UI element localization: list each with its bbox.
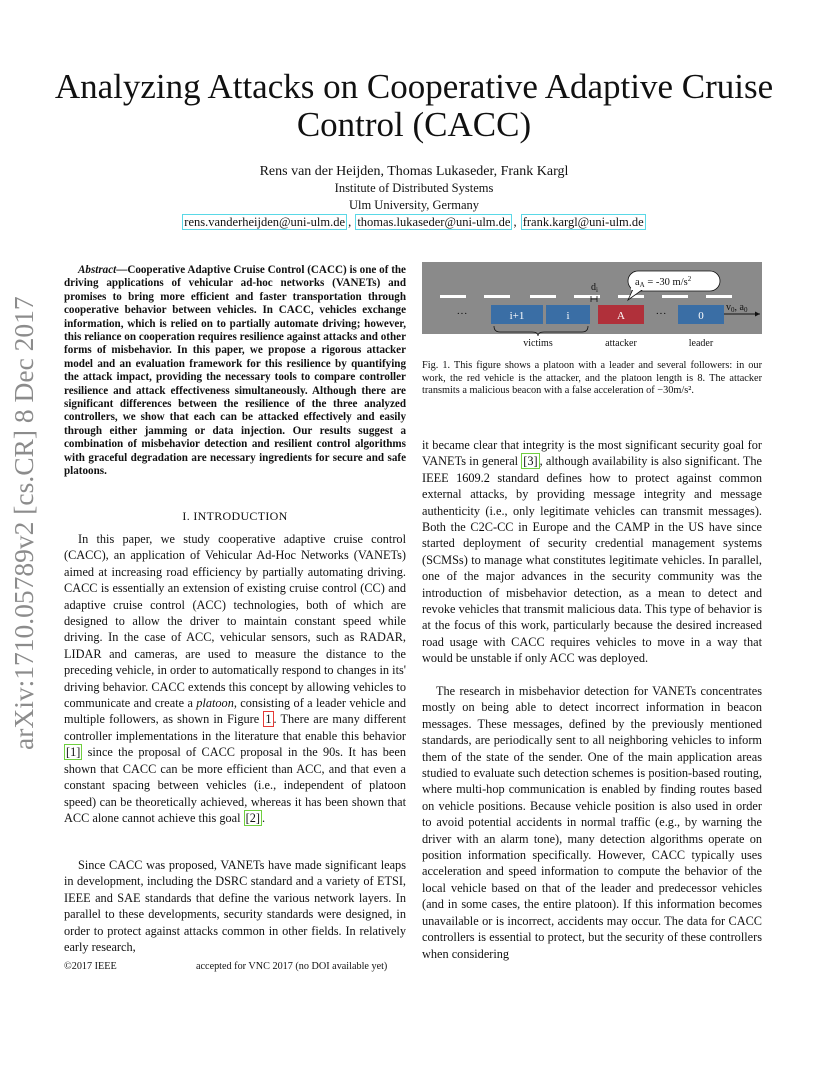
victims-label: victims — [523, 338, 553, 349]
email-link-2[interactable]: thomas.lukaseder@uni-ulm.de — [357, 215, 511, 229]
authors: Rens van der Heijden, Thomas Lukaseder, Frank Kargl — [259, 164, 569, 179]
abstract-lead: Abstract — [78, 264, 117, 276]
caption-text: Fig. 1. This figure shows a platoon with a leader and several followers: in our work, the red vehicle is the attacker, and the platoon length is 8. The attacker transmits a malicious beacon with a false acceleration of −30m/s². — [422, 360, 762, 397]
figure-1-link[interactable]: 1 — [265, 712, 272, 727]
figure-1-caption — [422, 360, 762, 398]
paragraph-text: The research in misbehavior detection for VANETs concentrates mostly on being able to detect incorrect information in beacon messages. These messages, defined by the previously mentioned standards, are periodically sent to all neighboring vehicles to inform them of the state of the sender. One of the main application areas studied to evaluate such detection schemes is position-based routing, where multi-hop communication is enabled by finding routes based on vehicle positions. Because vehicle position is also used in order to avoid potential accidents in normal traffic (e.g., by warning the driver with an alarm tone), many detection algorithms operate on position information specifically. However, CACC typically uses acceleration and speed information to compute the behavior of the local vehicle based on that of the leader and predecessor vehicles (and in some cases, the entire platoon). If this information becomes unavailable or is incorrect, accidents may occur. The data for CACC controllers is essential to protect, but the security of these controllers when considering — [422, 684, 762, 961]
citation-3-link[interactable]: [3] — [523, 454, 538, 469]
paper-title — [40, 68, 788, 144]
arxiv-stamp — [1, 294, 43, 754]
text-run: since the proposal of CACC proposal in the 90s. It has been shown that CACC can be more efficient than ACC, and that even a constant spacing between vehicles (i.e., independent of platoon speed) can be theoretically achieved, whereas it has been shown that ACC alone cannot achieve this goal — [64, 745, 406, 825]
section-title: I. INTRODUCTION — [182, 509, 288, 523]
text-run: it became clear that integrity is the most significant security goal for VANETs in general — [422, 438, 762, 469]
intro-paragraph-2 — [64, 857, 406, 955]
text-run: , although availability is also significant. The IEEE 1609.2 standard defines how to protect against common external attacks, by providing message integrity and message authenticity (i.e., only legitimate vehicles can transmit messages). Both the C2C-CC in Europe and the CAMP in the US have since started deployment of security credential management systems (SCMSs) to manage what constitutes legitimate vehicles. In parallel, one of the major advances in the security community was the introduction of misbehavior detection, as a mean to detect and revoke vehicles that transmit malicious data. This type of behavior is at the focus of this work, particularly because the desired increased road usage with CACC requires vehicles to move in a way that would be unstable if only ACC was deployed. — [422, 454, 762, 666]
citation-1-link[interactable]: [1] — [66, 745, 81, 760]
intro-paragraph-1 — [64, 531, 406, 826]
ellipsis-left: ··· — [456, 308, 468, 320]
leader-label: leader — [688, 338, 714, 349]
figure-1 — [422, 262, 762, 352]
attacker-vehicle-label: A — [617, 310, 625, 322]
publication-note: accepted for VNC 2017 (no DOI available yet) — [196, 961, 388, 972]
text-run: , consisting of a leader vehicle and multiple followers, as shown in Figure — [64, 696, 407, 727]
false-acceleration-value: aA = -30 $m/s^2$ — [635, 275, 692, 289]
text-run: . — [261, 810, 266, 825]
intro-paragraph-3 — [422, 437, 762, 667]
text-run: In this paper, we study cooperative adaptive cruise control (CACC), an application of Vehicular Ad-Hoc Networks (VANETs) aimed at increasing road efficiency by partially automating driving. CACC is essentially an extension of existing cruise control (CC) and adaptive cruise control (ACC) technologies, both of which are designed to allow the driver to maintain constant speed while driving. In the case of ACC, vehicular sensors, such as RADAR, LIDAR and cameras, are used to measure the distance to the preceding vehicle, in order to automatically respond to changes in its' driving behavior. CACC extends this concept by allowing vehicles to communicate and create a — [64, 532, 406, 711]
section-heading-introduction — [64, 509, 406, 524]
email-link-1[interactable]: rens.vanderheijden@uni-ulm.de — [184, 215, 346, 229]
citation-2-link[interactable]: [2] — [245, 810, 260, 825]
vehicle-i-label: i — [566, 310, 570, 322]
affiliation-institute: Institute of Distributed Systems — [334, 181, 494, 195]
vehicle-i-plus-1-label: i+1 — [509, 310, 525, 322]
abstract-text: —Cooperative Adaptive Cruise Control (CACC) is one of the driving applications of vehicular ad-hoc networks (VANETs) and promises to bring more efficient and faster transportation through cooperative behavior between vehicles. In CACC, vehicles exchange information, which is relied on to partially automate driving; however, this reliance on cooperation requires resilience against attacks and other forms of misbehavior. In this paper, we propose a rigorous attacker model and an evaluation framework for this resilience by quantifying the attack impact, providing the necessary tools to compare controller resilience and attack effectiveness simultaneously. Although there are significant differences between the resilience of the three analyzed controllers, we show that each can be attacked effectively and easily through either jamming or data injection. Our results suggest a combination of misbehavior detection and resilient control algorithms with graceful degradation are necessary ingredients for secure and safe platoons. — [64, 264, 406, 478]
email-list: rens.vanderheijden@uni-ulm.de , thomas.lukaseder@uni-ulm.de , frank.kargl@uni-ulm.de — [184, 215, 644, 229]
affiliation-university: Ulm University, Germany — [348, 198, 480, 212]
text-run: . There are many different controller implementations in the literature that enable this behavior — [64, 712, 406, 743]
copyright-notice: ©2017 IEEE — [64, 961, 117, 972]
email-link-3[interactable]: frank.kargl@uni-ulm.de — [522, 215, 644, 229]
ellipsis-middle: ··· — [655, 308, 667, 320]
intro-paragraph-4 — [422, 683, 762, 962]
title-line-2: Control (CACC) — [296, 105, 532, 144]
leader-vehicle-label: 0 — [698, 310, 704, 322]
arxiv-id: arXiv:1710.05789v2 [cs.CR] 8 Dec 2017 — [8, 296, 39, 750]
title-line-1: Analyzing Attacks on Cooperative Adaptive Cruise — [54, 67, 774, 106]
gap-label: $d_i$ — [591, 282, 598, 294]
speed-acceleration-label: $v_0$, $a_0$ — [726, 302, 748, 314]
paragraph-text: Since CACC was proposed, VANETs have made significant leaps in development, including the DSRC standard and a variety of ETSI, IEEE and SAE standards that define the various network layers. In parallel to these developments, security standards were designed, in order to protect against attacks common in other fields. In relatively early research, — [64, 858, 406, 955]
platoon-term: platoon — [196, 696, 234, 711]
abstract-block — [64, 264, 406, 479]
attacker-label: attacker — [605, 338, 637, 349]
